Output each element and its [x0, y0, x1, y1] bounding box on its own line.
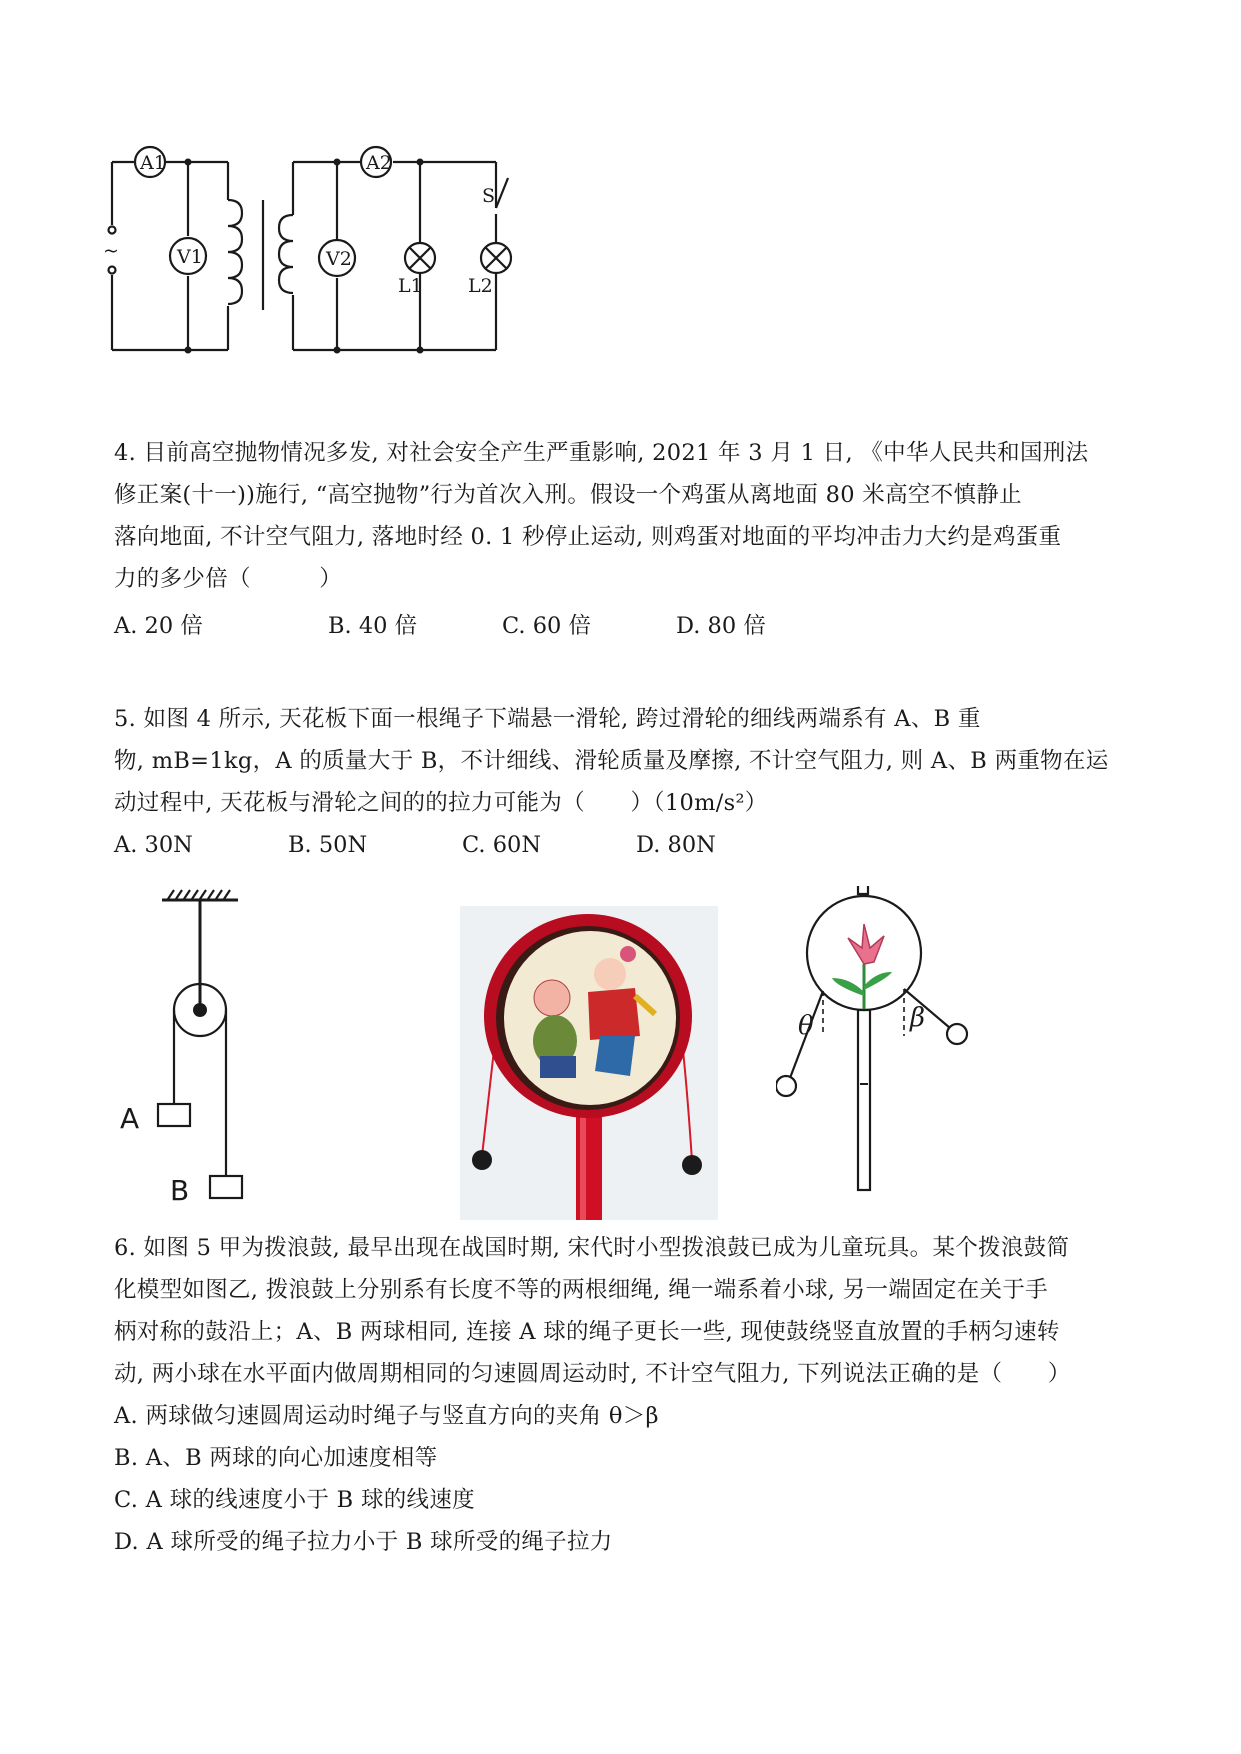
q6-line-1: 6. 如图 5 甲为拨浪鼓, 最早出现在战国时期, 宋代时小型拨浪鼓已成为儿童玩具。某个拨浪鼓简	[114, 1235, 1070, 1261]
ac-source-symbol: ~	[103, 240, 119, 262]
q4-line-2: 修正案(十一))施行, “高空抛物”行为首次入刑。假设一个鸡蛋从离地面 80 米高空不慎静止	[114, 482, 1022, 508]
ammeter-a2-label: A2	[366, 152, 392, 174]
q5-line-3: 动过程中, 天花板与滑轮之间的的拉力可能为（ ）（10m/s²）	[114, 790, 768, 816]
transformer-circuit-diagram	[100, 140, 570, 370]
weight-a-label: A	[120, 1102, 140, 1135]
q4-line-3: 落向地面, 不计空气阻力, 落地时经 0. 1 秒停止运动, 则鸡蛋对地面的平均冲击力大约是鸡蛋重	[114, 524, 1062, 550]
ammeter-a1-label: A1	[140, 152, 166, 174]
voltmeter-v1-label: V1	[177, 246, 203, 268]
q6-option-a: A. 两球做匀速圆周运动时绳子与竖直方向的夹角 θ＞β	[114, 1403, 659, 1429]
q4-option-a: A. 20 倍	[114, 613, 203, 639]
q6-line-3: 柄对称的鼓沿上；A、B 两球相同, 连接 A 球的绳子更长一些, 现使鼓绕竖直放置的手柄匀速转	[114, 1319, 1060, 1345]
q4-option-c: C. 60 倍	[502, 613, 592, 639]
q5-option-c: C. 60N	[462, 832, 542, 858]
lamp-l2-label: L2	[468, 275, 493, 297]
q4-line-4: 力的多少倍（ ）	[114, 566, 343, 592]
angle-theta-label: θ	[798, 1011, 814, 1041]
q5-option-b: B. 50N	[288, 832, 368, 858]
q6-option-c: C. A 球的线速度小于 B 球的线速度	[114, 1487, 475, 1513]
q4-option-d: D. 80 倍	[676, 613, 766, 639]
pulley-diagram	[110, 888, 280, 1208]
q6-line-4: 动, 两小球在水平面内做周期相同的匀速圆周运动时, 不计空气阻力, 下列说法正确的是（ ）	[114, 1361, 1071, 1387]
q5-option-d: D. 80N	[636, 832, 716, 858]
rattle-drum-photo	[460, 906, 718, 1220]
q6-option-d: D. A 球所受的绳子拉力小于 B 球所受的绳子拉力	[114, 1529, 613, 1555]
voltmeter-v2-label: V2	[326, 248, 352, 270]
weight-b-label: B	[170, 1174, 190, 1207]
q5-line-1: 5. 如图 4 所示, 天花板下面一根绳子下端悬一滑轮, 跨过滑轮的细线两端系有 A、B 重	[114, 706, 981, 732]
q4-line-1: 4. 目前高空抛物情况多发, 对社会安全产生严重影响, 2021 年 3 月 1 日, 《中华人民共和国刑法	[114, 440, 1089, 466]
switch-s-label: S	[482, 185, 496, 207]
q6-line-2: 化模型如图乙, 拨浪鼓上分别系有长度不等的两根细绳, 绳一端系着小球, 另一端固定在关于手	[114, 1277, 1048, 1303]
q6-option-b: B. A、B 两球的向心加速度相等	[114, 1445, 438, 1471]
angle-beta-label: β	[910, 1003, 926, 1033]
rattle-drum-model-diagram	[776, 886, 1076, 1206]
q5-line-2: 物, mB=1kg，A 的质量大于 B，不计细线、滑轮质量及摩擦, 不计空气阻力, 则 A、B 两重物在运	[114, 748, 1109, 774]
lamp-l1-label: L1	[398, 275, 423, 297]
q4-option-b: B. 40 倍	[328, 613, 418, 639]
q5-option-a: A. 30N	[114, 832, 193, 858]
